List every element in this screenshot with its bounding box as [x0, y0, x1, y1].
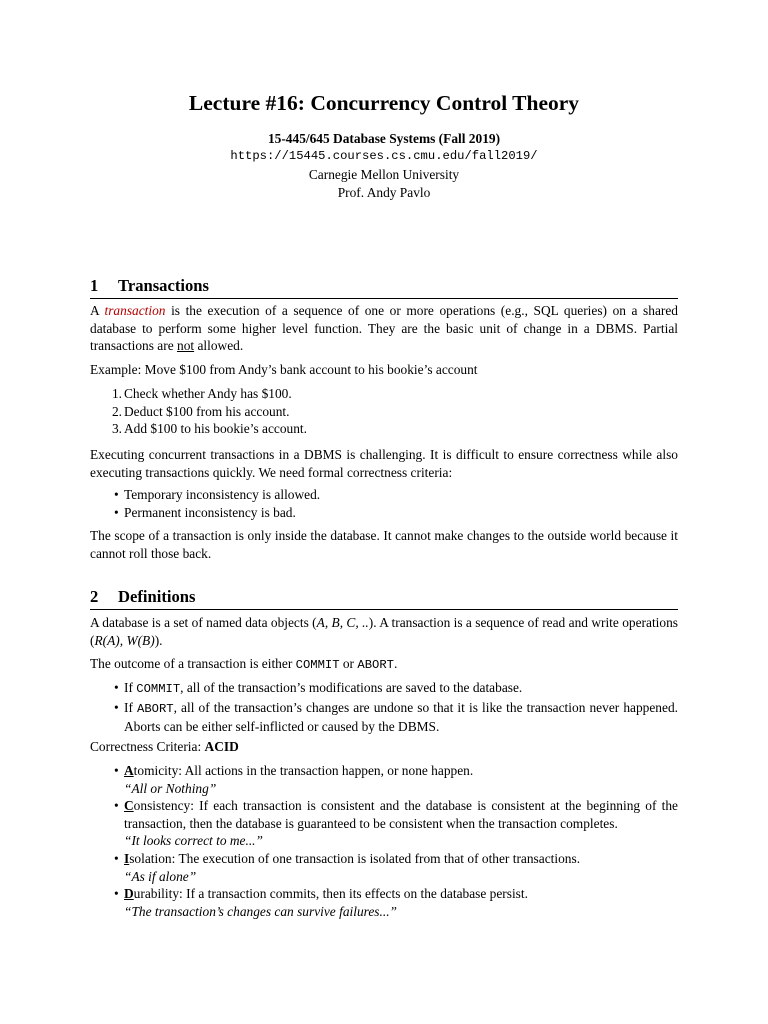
acid-letter: I	[124, 850, 130, 866]
acid-item-atomicity	[114, 762, 678, 797]
acid-item-durability	[114, 885, 678, 920]
text-run: If	[124, 680, 137, 695]
text-run: or	[339, 656, 358, 671]
section-number: 1	[90, 276, 99, 295]
text-run: , all of the transaction’s modifications are saved to the database.	[180, 680, 523, 695]
list-item	[114, 504, 674, 522]
list-text	[124, 850, 678, 885]
keyword-abort: ABORT	[137, 701, 174, 716]
term-transaction: transaction	[104, 303, 166, 318]
text-run: allowed.	[194, 338, 244, 354]
list-text: Temporary inconsistency is allowed.	[124, 487, 321, 502]
text-run: urability: If a transaction commits, then its effects on the database persist.	[133, 886, 528, 902]
text-run: , all of the transaction’s changes are undone so that it is like the transaction never happened. Aborts can be either self-inflicted or caused by the DBMS.	[124, 699, 678, 735]
acid-item-isolation	[114, 850, 678, 885]
acid-bullets	[114, 762, 678, 920]
bullet-icon: •	[114, 504, 119, 520]
text-run: A	[90, 303, 105, 318]
list-item	[108, 420, 668, 438]
text-run: is the execution of a sequence of one or more operations (e.g., SQL queries) on a shared database to perform some higher level function. They are the basic unit of change in a DBMS. Partial transactions are	[90, 303, 678, 354]
list-item	[114, 699, 678, 736]
bullet-icon: •	[114, 763, 119, 778]
list-text	[124, 699, 678, 736]
acid-quote: “As if alone”	[124, 868, 197, 884]
section-title: Transactions	[118, 276, 209, 295]
consistency-bullets	[114, 486, 674, 521]
list-text: Permanent inconsistency is bad.	[124, 504, 296, 520]
acid-item-consistency	[114, 797, 678, 850]
section-heading-transactions	[90, 276, 678, 299]
list-number: 1.	[111, 386, 122, 401]
section-title: Definitions	[118, 587, 196, 606]
course-name: 15-445/645 Database Systems (Fall 2019)	[267, 131, 501, 146]
keyword-commit: COMMIT	[295, 658, 340, 672]
professor: Prof. Andy Pavlo	[337, 185, 431, 200]
emphasis-not: not	[177, 338, 195, 354]
bullet-icon: •	[114, 487, 119, 502]
keyword-abort: ABORT	[357, 658, 394, 672]
list-number: 2.	[111, 403, 122, 419]
database-definition	[90, 614, 678, 649]
acid-label: ACID	[204, 739, 239, 754]
text-run: If	[124, 699, 138, 715]
concurrency-paragraph: Executing concurrent transactions in a DBMS is challenging. It is difficult to ensure correctness while also executing transactions quickly. We need formal correctness criteria:	[90, 447, 678, 480]
acid-letter: D	[124, 886, 134, 902]
outcome-paragraph	[90, 655, 678, 675]
list-item	[114, 486, 674, 504]
list-number: 3.	[111, 421, 122, 437]
example-steps-list	[108, 385, 668, 438]
list-item	[108, 403, 668, 421]
list-text: Check whether Andy has $100.	[124, 386, 292, 401]
section-heading-definitions	[90, 587, 678, 610]
list-text: Add $100 to his bookie’s account.	[124, 421, 307, 437]
text-run: ).	[154, 632, 163, 648]
math-operations: R(A), W(B)	[94, 632, 155, 648]
bullet-icon: •	[114, 886, 119, 902]
outcome-bullets	[114, 679, 678, 736]
list-item	[108, 385, 668, 403]
text-run: onsistency: If each transaction is consistent and the database is consistent at the beginning of the transaction, then the database is guaranteed to be consistent when the transaction completes.	[124, 798, 678, 831]
university: Carnegie Mellon University	[308, 167, 460, 182]
list-text	[124, 762, 678, 797]
bullet-icon: •	[114, 850, 119, 866]
course-url[interactable]: https://15445.courses.cs.cmu.edu/fall2019/	[230, 149, 538, 163]
text-run: .	[393, 656, 398, 671]
list-text	[124, 885, 678, 920]
acid-letter: A	[124, 763, 134, 778]
math-objects: A, B, C, ..	[316, 615, 369, 630]
list-text: Deduct $100 from his account.	[124, 403, 290, 419]
text-run: solation: The execution of one transaction is isolated from that of other transactions.	[129, 850, 581, 866]
lecture-title: Lecture #16: Concurrency Control Theory	[188, 91, 580, 115]
acid-letter: C	[124, 798, 134, 814]
text-run: The outcome of a transaction is either	[90, 656, 296, 671]
transaction-definition	[90, 302, 678, 355]
text-run: Correctness Criteria:	[90, 739, 205, 754]
bullet-icon: •	[114, 798, 119, 814]
acid-quote: “All or Nothing”	[124, 780, 217, 796]
list-item	[114, 679, 678, 699]
acid-quote: “It looks correct to me...”	[124, 833, 263, 849]
list-text	[124, 797, 678, 850]
keyword-commit: COMMIT	[136, 682, 181, 696]
correctness-criteria	[90, 738, 678, 756]
acid-quote: “The transaction’s changes can survive failures...”	[124, 903, 398, 919]
bullet-icon: •	[114, 680, 119, 695]
scope-paragraph: The scope of a transaction is only inside the database. It cannot make changes to the outside world because it cannot roll those back.	[90, 528, 678, 561]
bullet-icon: •	[114, 699, 119, 715]
text-run: A database is a set of named data objects (	[90, 615, 317, 630]
section-number: 2	[90, 587, 99, 606]
text-run: ). A transaction is a sequence of read and write operations (	[90, 615, 678, 648]
text-run: tomicity: All actions in the transaction happen, or none happen.	[133, 763, 474, 778]
list-text	[124, 679, 678, 699]
example-text: Example: Move $100 from Andy’s bank account to his bookie’s account	[90, 362, 478, 377]
